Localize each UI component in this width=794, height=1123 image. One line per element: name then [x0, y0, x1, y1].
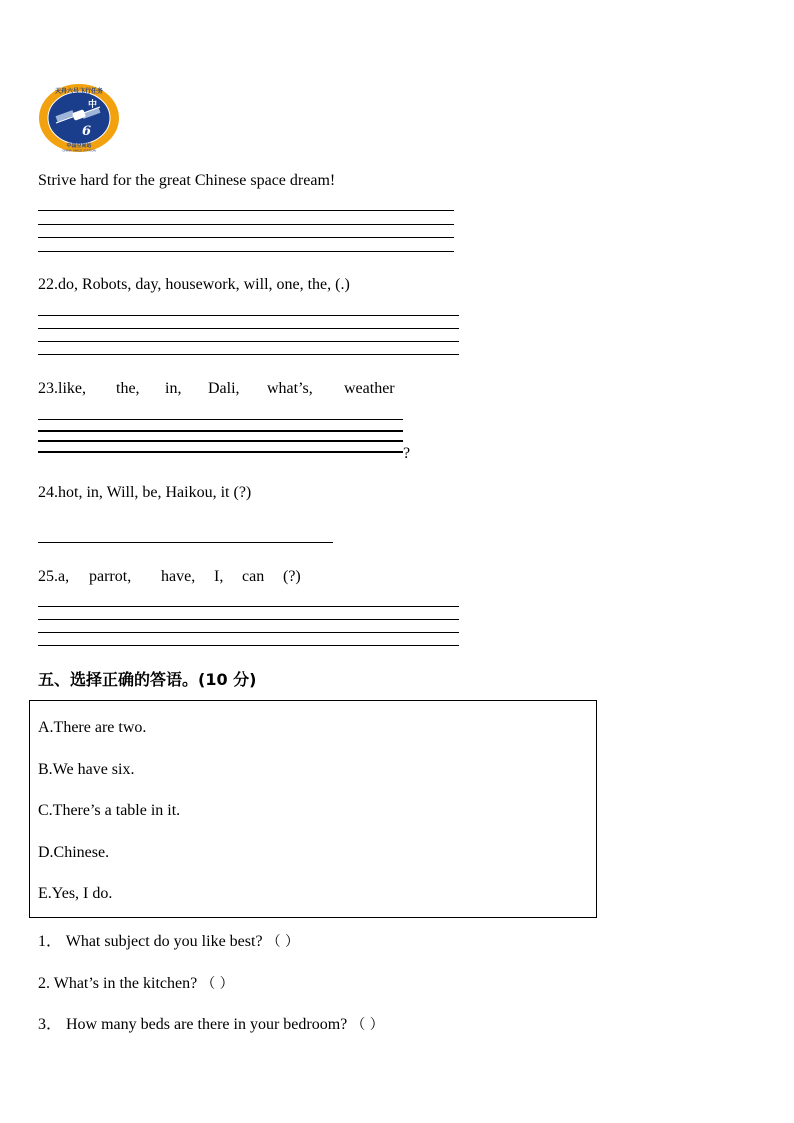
answer-line: [38, 440, 403, 442]
question-2: [38, 974, 234, 994]
question-word: what’s,: [267, 380, 313, 397]
question-word: weather: [344, 380, 395, 397]
answer-line: [38, 315, 459, 316]
question-word: in,: [165, 380, 182, 397]
answer-parentheses[interactable]: （ ）: [266, 934, 300, 950]
question-word: like,: [58, 380, 86, 397]
answer-line: [38, 542, 333, 543]
question-number: 22.: [38, 276, 58, 293]
question-word: the,: [116, 380, 140, 397]
answer-line: [38, 341, 459, 342]
question-23: [38, 379, 86, 399]
question-text: 2. What’s in the kitchen?: [38, 975, 198, 992]
question-words: hot, in, Will, be, Haikou, it (?): [58, 484, 252, 501]
question-word: Dali,: [208, 380, 240, 397]
answer-line: [38, 430, 403, 432]
mission-patch-icon: [38, 83, 120, 153]
question-word: I,: [214, 568, 224, 585]
answer-line: [38, 606, 459, 607]
option-a: A.There are two.: [38, 719, 147, 736]
question-number: 23.: [38, 380, 58, 397]
answer-line: [38, 328, 459, 329]
question-25: [38, 567, 69, 587]
question-word: a,: [58, 568, 70, 585]
answer-line: [38, 237, 454, 238]
question-24: [38, 483, 251, 503]
question-words: do, Robots, day, housework, will, one, the, (.): [58, 276, 350, 293]
answer-line: [38, 354, 459, 355]
question-22: [38, 275, 350, 295]
answer-parentheses[interactable]: （ ）: [351, 1017, 384, 1033]
logo-numeral: 6: [82, 124, 92, 139]
question-word: can: [242, 568, 265, 585]
logo-ring-small-text: CHINA SPACE STATION: [62, 148, 96, 153]
intro-sentence: Strive hard for the great Chinese space dream!: [38, 172, 336, 189]
answer-line: [38, 632, 459, 633]
question-text: 3． How many beds are there in your bedroom?: [38, 1016, 348, 1033]
answer-line: [38, 251, 454, 252]
question-end-mark: ?: [403, 445, 411, 462]
answer-line: [38, 645, 459, 646]
logo-ring-bottom-text: 中国空间站: [66, 143, 92, 149]
question-word: have,: [161, 568, 196, 585]
option-e: E.Yes, I do.: [38, 885, 113, 902]
mission-logo: [38, 83, 120, 153]
question-word: parrot,: [89, 568, 132, 585]
answer-line: [38, 224, 454, 225]
answer-parentheses[interactable]: （ ）: [201, 976, 234, 992]
option-b: B.We have six.: [38, 761, 135, 778]
option-d: D.Chinese.: [38, 844, 110, 861]
question-text: 1． What subject do you like best?: [38, 933, 263, 950]
logo-center-glyph: 中: [88, 100, 98, 110]
option-c: C.There’s a table in it.: [38, 802, 181, 819]
answer-line: [38, 451, 403, 453]
section-heading: 五、选择正确的答语。(10 分): [38, 670, 257, 689]
question-1: [38, 932, 299, 952]
question-word: (?): [283, 568, 301, 585]
question-number: 24.: [38, 484, 58, 501]
question-3: [38, 1015, 384, 1035]
answer-line: [38, 419, 403, 420]
question-number: 25.: [38, 568, 58, 585]
answer-line: [38, 210, 454, 211]
answer-line: [38, 619, 459, 620]
logo-ring-top-text: 天舟六号飞行任务: [54, 88, 104, 95]
